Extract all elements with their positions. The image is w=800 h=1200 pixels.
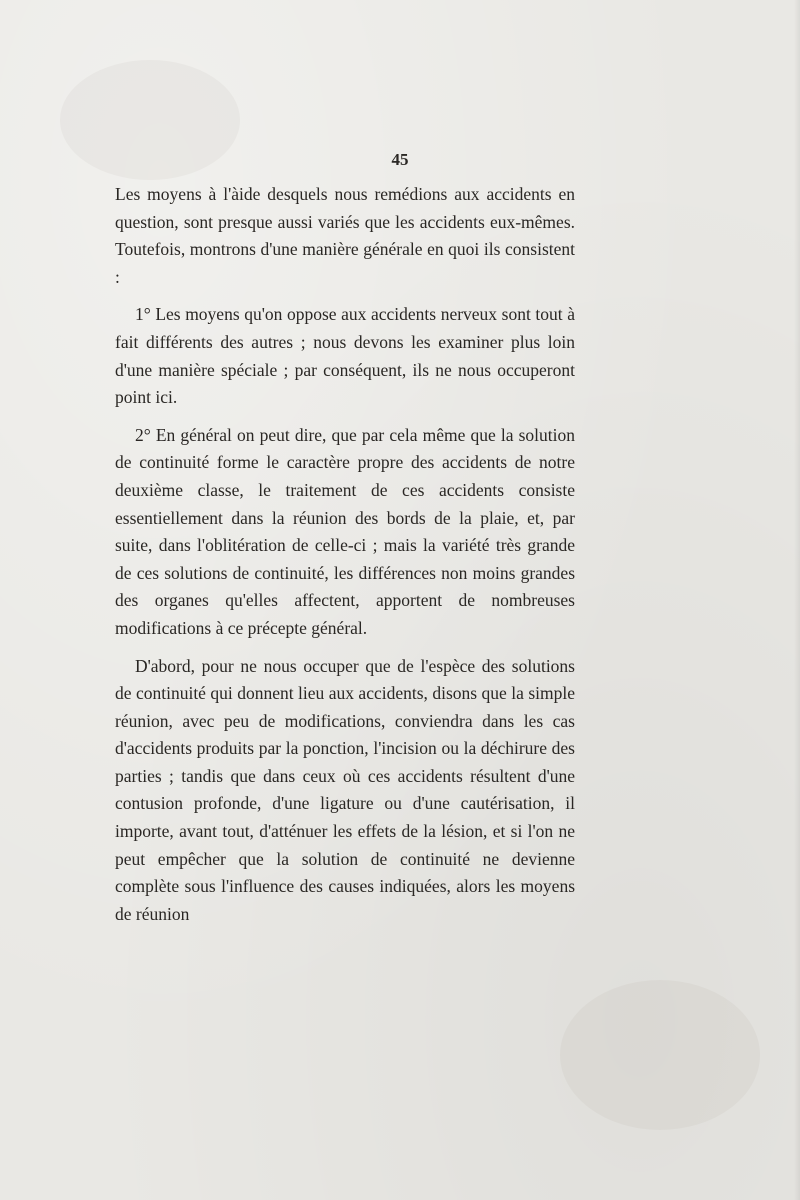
paragraph: 2° En général on peut dire, que par cela même que la solution de continuité forme le caractère propre des accidents de notre deuxième classe, le traitement de ces accidents consiste essentiellement dans la réunion des bords de la plaie, et, par suite, dans l'oblitération de celle-ci ; mais la variété très grande de ces solutions de continuité, les différences non moins grandes des organes qu'elles affectent, apportent de nombreuses modifications à ce précepte général. bbox=[115, 424, 575, 638]
paragraph: D'abord, pour ne nous occuper que de l'espèce des solutions de continuité qui donnent lieu aux accidents, disons que la simple réunion, avec peu de modifications, conviendra dans les cas d'accidents produits par la ponction, l'incision ou la déchirure des parties ; tandis que dans ceux où ces accidents résultent d'une contusion profonde, d'une ligature ou d'une cautérisation, il importe, avant tout, d'atténuer les effets de la lésion, et si l'on ne peut empêcher que la solution de continuité ne devienne complète sous l'influence des causes indiquées, alors les moyens de réunion bbox=[115, 655, 575, 924]
page-number: 45 bbox=[391, 150, 409, 169]
page-edge bbox=[794, 0, 800, 1200]
paper-stain bbox=[560, 980, 760, 1130]
paragraph: Les moyens à l'àide desquels nous remédions aux accidents en question, sont presque aussi variés que les accidents eux-mêmes. Toutefois, montrons d'une manière générale en quoi ils consistent : bbox=[115, 184, 575, 287]
body-text bbox=[115, 181, 575, 928]
paragraph: 1° Les moyens qu'on oppose aux accidents nerveux sont tout à fait différents des autres ; nous devons les examiner plus loin d'une manière spéciale ; par conséquent, ils ne nous occuperont point ici. bbox=[115, 304, 575, 408]
